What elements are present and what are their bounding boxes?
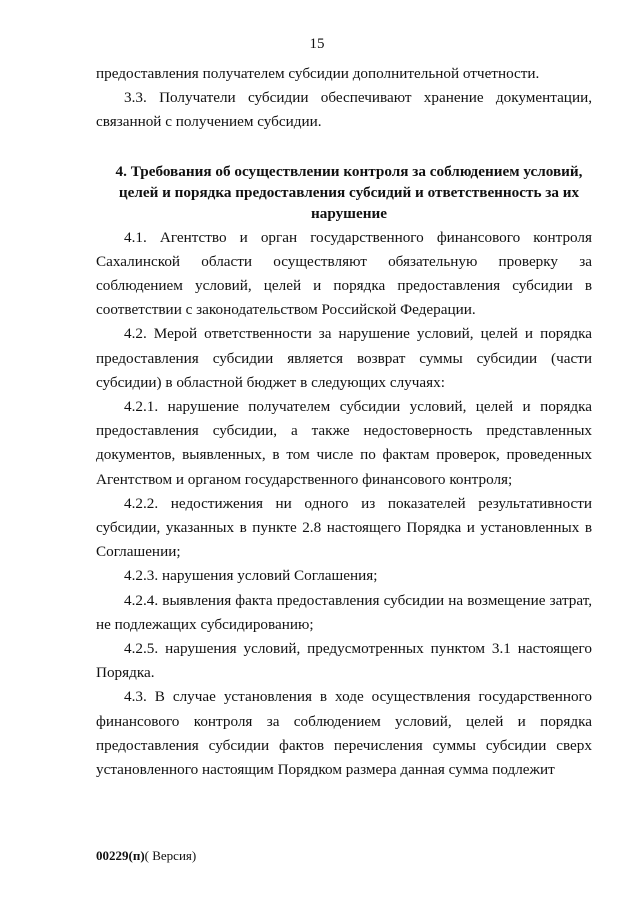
footer-version-label: ( Версия) [144, 848, 197, 863]
paragraph-4-1: 4.1. Агентство и орган государственного финансового контроля Сахалинской области осуществляют обязательную проверку за соблюдением условий, целей и порядка предоставления субсидии в соответствии с законодательством Российской Федерации. [96, 228, 592, 319]
paragraph-4-2-3: 4.2.3. нарушения условий Соглашения; [124, 567, 378, 585]
page-number: 15 [309, 36, 325, 52]
paragraph-4-2-4: 4.2.4. выявления факта предоставления субсидии на возмещение затрат, не подлежащих субсидированию; [96, 591, 592, 633]
paragraph-4-3: 4.3. В случае установления в ходе осуществления государственного финансового контроля за соблюдением условий, целей и порядка предоставления субсидии фактов перечисления суммы субсидии сверх установленного настоящим Порядком размера данная сумма подлежит [96, 688, 592, 779]
paragraph-3-3: 3.3. Получатели субсидии обеспечивают хранение документации, связанной с получением субсидии. [96, 89, 592, 131]
paragraph-4-2-2: 4.2.2. недостижения ни одного из показателей результативности субсидии, указанных в пункте 2.8 настоящего Порядка и установленных в Соглашении; [96, 494, 592, 561]
footer-doc-code: 00229(п) [96, 848, 145, 863]
paragraph-4-2-1: 4.2.1. нарушение получателем субсидии условий, целей и порядка предоставления субсидии, а также недостоверность представленных документов, выявленных, в том числе по фактам проверок, проведенных Агентством и органом государственного финансового контроля; [96, 398, 592, 488]
paragraph-4-2: 4.2. Мерой ответственности за нарушение условий, целей и порядка предоставления субсидии является возврат суммы субсидии (части субсидии) в областной бюджет в следующих случаях: [96, 325, 592, 391]
document-body [96, 62, 592, 782]
section-heading: 4. Требования об осуществлении контроля за соблюдением условий, целей и порядка предоставления субсидий и ответственность за их нарушение [115, 162, 583, 222]
paragraph-continuation: предоставления получателем субсидии дополнительной отчетности. [96, 65, 540, 82]
paragraph-4-2-5: 4.2.5. нарушения условий, предусмотренных пунктом 3.1 настоящего Порядка. [96, 640, 592, 682]
footer [96, 848, 196, 864]
